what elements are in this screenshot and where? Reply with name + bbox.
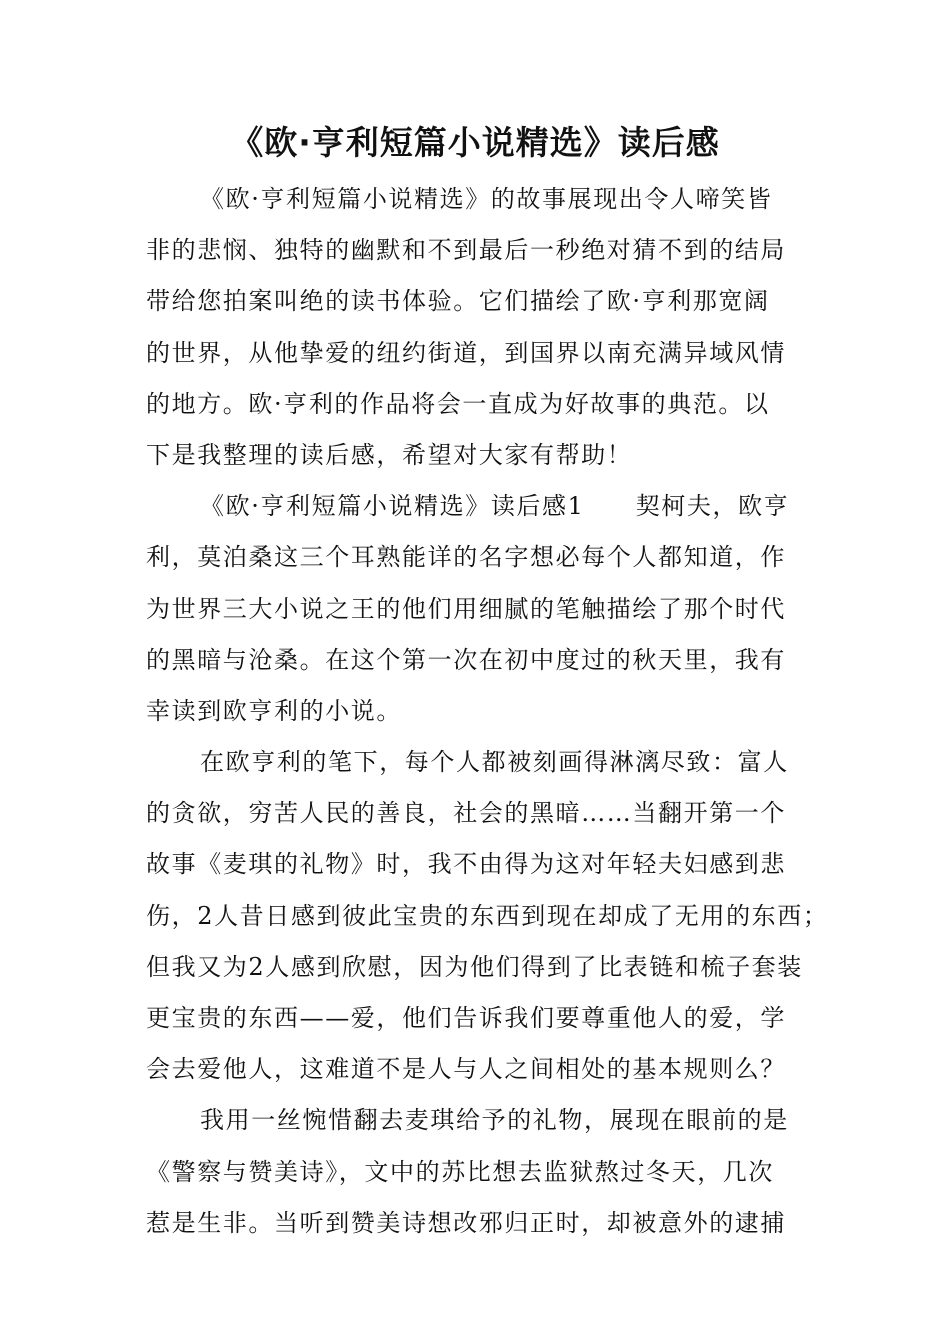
text-line: 我用一丝惋惜翻去麦琪给予的礼物，展现在眼前的是 xyxy=(200,1106,789,1135)
text-line: 惹是生非。当听到赞美诗想改邪归正时，却被意外的逮捕 xyxy=(146,1208,786,1237)
text-line: 的地方。欧·亨利的作品将会一直成为好故事的典范。以 xyxy=(146,389,770,418)
text-line: 的黑暗与沧桑。在这个第一次在初中度过的秋天里，我有 xyxy=(146,645,786,674)
text-line: 伤，2人昔日感到彼此宝贵的东西到现在却成了无用的东西； xyxy=(146,901,829,930)
text-line: 在欧亨利的笔下，每个人都被刻画得淋漓尽致：富人 xyxy=(200,748,789,777)
text-line: 利，莫泊桑这三个耳熟能详的名字想必每个人都知道，作 xyxy=(146,543,786,572)
text-line: 但我又为2人感到欣慰，因为他们得到了比表链和梳子套装 xyxy=(146,952,803,981)
text-line: 带给您拍案叫绝的读书体验。它们描绘了欧·亨利那宽阔 xyxy=(146,287,770,316)
text-line: 更宝贵的东西——爱，他们告诉我们要尊重他人的爱，学 xyxy=(146,1004,786,1032)
text-line: 《欧·亨利短篇小说精选》读后感1 契柯夫，欧亨 xyxy=(200,492,790,521)
text-line: 会去爱他人，这难道不是人与人之间相处的基本规则么？ xyxy=(146,1055,786,1084)
text-line: 故事《麦琪的礼物》时，我不由得为这对年轻夫妇感到悲 xyxy=(146,850,786,879)
text-line: 《警察与赞美诗》，文中的苏比想去监狱熬过冬天，几次 xyxy=(146,1157,774,1186)
text-line: 为世界三大小说之王的他们用细腻的笔触描绘了那个时代 xyxy=(146,594,786,623)
text-line: 《欧·亨利短篇小说精选》的故事展现出令人啼笑皆 xyxy=(200,185,773,213)
text-line: 非的悲悯、独特的幽默和不到最后一秒绝对猜不到的结局 xyxy=(146,236,786,265)
document-body xyxy=(146,174,829,1249)
text-line: 的世界，从他挚爱的纽约街道，到国界以南充满异域风情 xyxy=(146,338,786,367)
text-line: 下是我整理的读后感，希望对大家有帮助！ xyxy=(146,440,633,469)
document-title: 《欧·亨利短篇小说精选》读后感 xyxy=(230,123,720,162)
text-line: 的贪欲，穷苦人民的善良，社会的黑暗……当翻开第一个 xyxy=(146,799,786,828)
text-line: 幸读到欧亨利的小说。 xyxy=(146,696,402,725)
